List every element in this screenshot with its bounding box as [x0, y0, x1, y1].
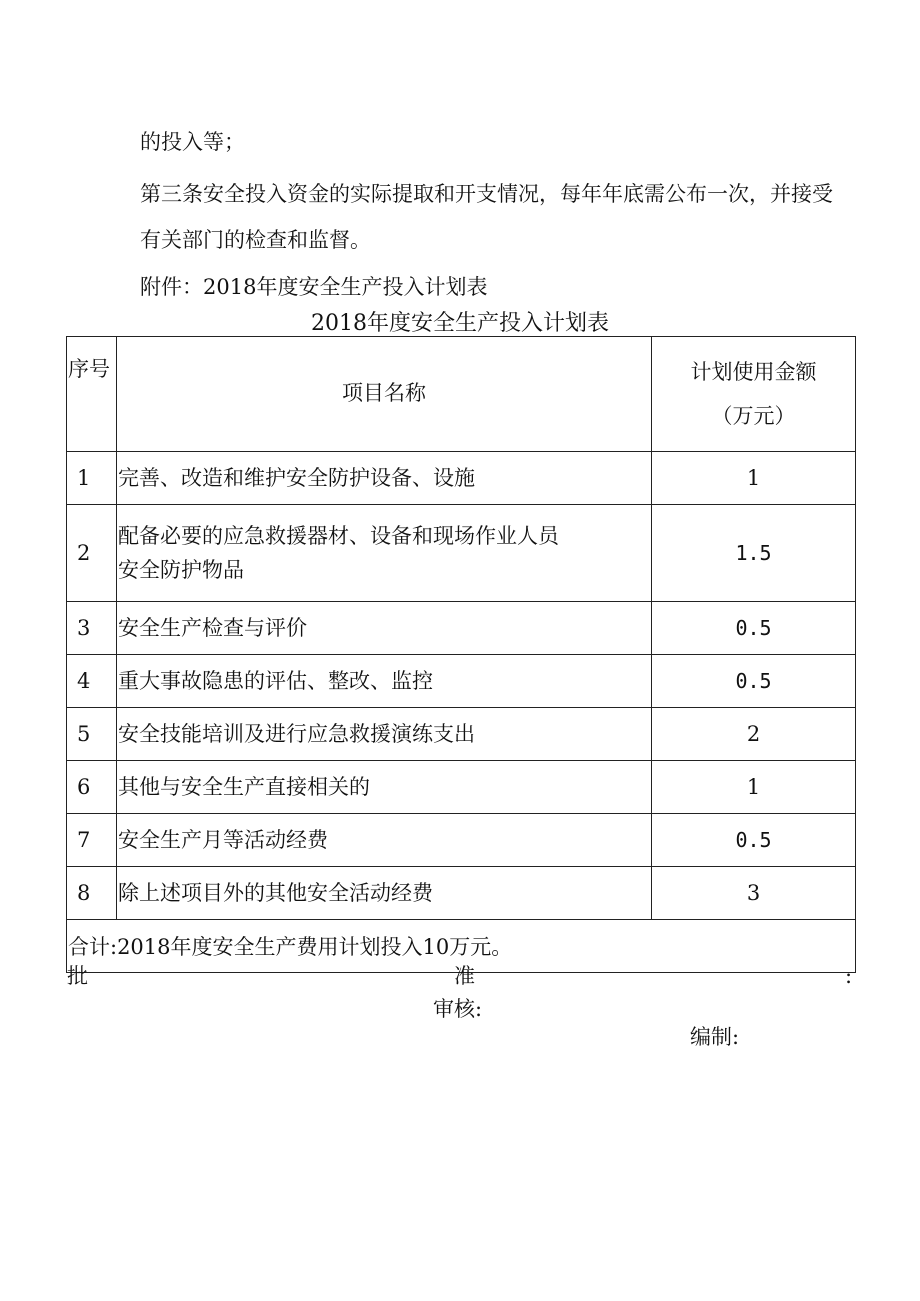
- approval-label-pi: 批: [67, 964, 88, 988]
- header-amount-label: 计划使用金额: [690, 360, 817, 384]
- investment-plan-table: [66, 336, 856, 973]
- table-row: [67, 602, 856, 655]
- row-project-name: 重大事故隐患的评估、整改、监控: [117, 655, 652, 708]
- header-index: 序号: [67, 337, 117, 452]
- row-project-name: 除上述项目外的其他安全活动经费: [117, 867, 652, 920]
- header-amount-unit: （万元）: [711, 404, 796, 428]
- row-index: 5: [67, 708, 117, 761]
- table-header-row: [67, 337, 856, 452]
- table-row: [67, 452, 856, 505]
- table-row: [67, 505, 856, 602]
- approval-label-zhun: 准: [454, 964, 475, 988]
- paragraph-article-3-line2: 有关部门的检查和监督。: [140, 228, 371, 252]
- row-index: 2: [67, 505, 117, 602]
- row-project-name: 完善、改造和维护安全防护设备、设施: [117, 452, 652, 505]
- row-project-name: 其他与安全生产直接相关的: [117, 761, 652, 814]
- row-amount: 0.5: [652, 602, 856, 655]
- header-planned-amount: [652, 337, 856, 452]
- row-index: 6: [67, 761, 117, 814]
- row-index: 4: [67, 655, 117, 708]
- attachment-note: 附件：2018年度安全生产投入计划表: [140, 275, 488, 299]
- row-project-name-line2: 安全防护物品: [118, 558, 244, 582]
- total-summary: 合计:2018年度安全生产费用计划投入10万元。: [67, 920, 856, 973]
- table-row: [67, 655, 856, 708]
- row-amount: 3: [652, 867, 856, 920]
- table-row: [67, 708, 856, 761]
- table-row: [67, 867, 856, 920]
- row-amount: 1: [652, 761, 856, 814]
- row-index: 7: [67, 814, 117, 867]
- header-project-name: 项目名称: [117, 337, 652, 452]
- row-amount: 2: [652, 708, 856, 761]
- table-title: 2018年度安全生产投入计划表: [311, 311, 609, 336]
- paragraph-investment-end: 的投入等；: [140, 130, 245, 154]
- approval-colon: :: [845, 964, 853, 988]
- row-index: 1: [67, 452, 117, 505]
- row-index: 3: [67, 602, 117, 655]
- review-label: 审核:: [433, 997, 483, 1021]
- row-amount: 1: [652, 452, 856, 505]
- row-project-name: 安全生产月等活动经费: [117, 814, 652, 867]
- row-project-name: 安全技能培训及进行应急救援演练支出: [117, 708, 652, 761]
- row-amount: 1.5: [652, 505, 856, 602]
- row-index: 8: [67, 867, 117, 920]
- row-amount: 0.5: [652, 814, 856, 867]
- table-row: [67, 814, 856, 867]
- row-amount: 0.5: [652, 655, 856, 708]
- row-project-name: 安全生产检查与评价: [117, 602, 652, 655]
- row-project-name: [117, 505, 652, 602]
- table-row: [67, 761, 856, 814]
- compiler-label: 编制:: [690, 1025, 740, 1049]
- paragraph-article-3-line1: 第三条安全投入资金的实际提取和开支情况，每年年底需公布一次，并接受: [140, 182, 833, 206]
- row-project-name-line1: 配备必要的应急救援器材、设备和现场作业人员: [118, 524, 559, 548]
